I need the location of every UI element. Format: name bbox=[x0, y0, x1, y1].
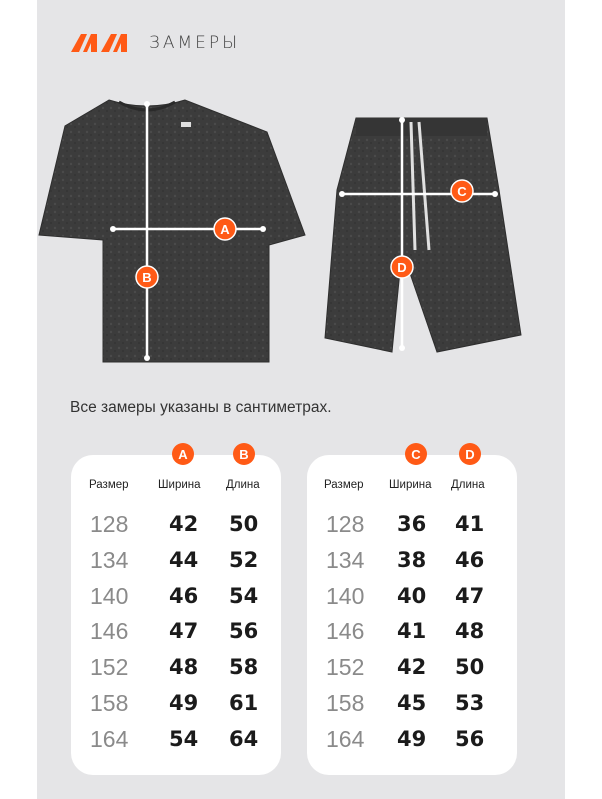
width-cell: 45 bbox=[397, 690, 427, 715]
length-cell: 50 bbox=[455, 655, 485, 680]
measure-d-label: D bbox=[397, 260, 407, 275]
length-cell: 56 bbox=[455, 726, 485, 751]
size-cell: 140 bbox=[326, 582, 365, 609]
tshirt-rows bbox=[71, 507, 281, 758]
length-cell: 50 bbox=[229, 512, 259, 536]
width-cell: 44 bbox=[169, 547, 199, 572]
width-cell: 42 bbox=[169, 512, 199, 536]
size-cell: 158 bbox=[326, 689, 365, 716]
table-row bbox=[71, 722, 281, 758]
header-width: Ширина bbox=[158, 479, 201, 491]
table-row bbox=[307, 686, 517, 722]
length-cell: 58 bbox=[229, 655, 259, 680]
width-cell: 54 bbox=[169, 726, 199, 751]
brand-logo-icon bbox=[71, 33, 127, 53]
header-length: Длина bbox=[451, 479, 485, 491]
length-cell: 56 bbox=[229, 619, 259, 644]
table-row bbox=[307, 722, 517, 758]
garment-measurement-illustration bbox=[37, 90, 565, 380]
size-cell: 164 bbox=[326, 725, 365, 752]
table-row bbox=[71, 507, 281, 543]
width-cell: 47 bbox=[169, 619, 199, 644]
column-c-badge: C bbox=[405, 443, 427, 465]
table-row bbox=[307, 614, 517, 650]
width-cell: 49 bbox=[169, 690, 199, 715]
width-cell: 38 bbox=[397, 547, 427, 572]
length-cell: 64 bbox=[229, 726, 259, 751]
measure-c-label: C bbox=[457, 184, 467, 199]
length-cell: 52 bbox=[229, 547, 259, 572]
shorts-icon bbox=[325, 118, 521, 352]
width-cell: 40 bbox=[397, 583, 427, 608]
length-cell: 46 bbox=[455, 547, 485, 572]
table-row bbox=[71, 543, 281, 579]
size-cell: 146 bbox=[326, 618, 365, 645]
size-cell: 164 bbox=[90, 725, 129, 752]
width-cell: 49 bbox=[397, 726, 427, 751]
column-b-badge: B bbox=[233, 443, 255, 465]
measure-b-label: B bbox=[142, 270, 152, 285]
table-row bbox=[71, 686, 281, 722]
size-cell: 152 bbox=[90, 654, 129, 681]
width-cell: 36 bbox=[397, 512, 427, 536]
width-cell: 48 bbox=[169, 655, 199, 680]
measure-a-label: A bbox=[220, 222, 230, 237]
measure-b-badge bbox=[136, 266, 158, 288]
size-cell: 134 bbox=[326, 546, 365, 573]
length-cell: 47 bbox=[455, 583, 485, 608]
length-cell: 48 bbox=[455, 619, 485, 644]
table-row bbox=[71, 579, 281, 615]
table-row bbox=[307, 507, 517, 543]
header-width: Ширина bbox=[389, 479, 432, 491]
size-cell: 128 bbox=[90, 511, 129, 537]
width-cell: 41 bbox=[397, 619, 427, 644]
measure-c-badge bbox=[451, 180, 473, 202]
table-row bbox=[71, 614, 281, 650]
size-cell: 134 bbox=[90, 546, 129, 573]
header-length: Длина bbox=[226, 479, 260, 491]
measure-d-badge bbox=[391, 256, 413, 278]
header-size: Размер bbox=[324, 479, 364, 491]
column-d-badge: D bbox=[459, 443, 481, 465]
size-cell: 158 bbox=[90, 689, 129, 716]
size-cell: 140 bbox=[90, 582, 129, 609]
table-row bbox=[307, 543, 517, 579]
table-row bbox=[307, 650, 517, 686]
length-cell: 54 bbox=[229, 583, 259, 608]
table-row bbox=[307, 579, 517, 615]
shorts-rows bbox=[307, 507, 517, 758]
width-cell: 42 bbox=[397, 655, 427, 680]
length-cell: 61 bbox=[229, 690, 259, 715]
page-title: ЗАМЕРЫ bbox=[149, 33, 241, 53]
units-note: Все замеры указаны в сантиметрах. bbox=[70, 399, 332, 416]
size-cell: 152 bbox=[326, 654, 365, 681]
size-cell: 146 bbox=[90, 618, 129, 645]
measure-a-badge bbox=[214, 218, 236, 240]
length-cell: 41 bbox=[455, 512, 485, 536]
table-row bbox=[71, 650, 281, 686]
column-a-badge: A bbox=[172, 443, 194, 465]
header-size: Размер bbox=[89, 479, 129, 491]
width-cell: 46 bbox=[169, 583, 199, 608]
size-cell: 128 bbox=[326, 511, 365, 537]
length-cell: 53 bbox=[455, 690, 485, 715]
